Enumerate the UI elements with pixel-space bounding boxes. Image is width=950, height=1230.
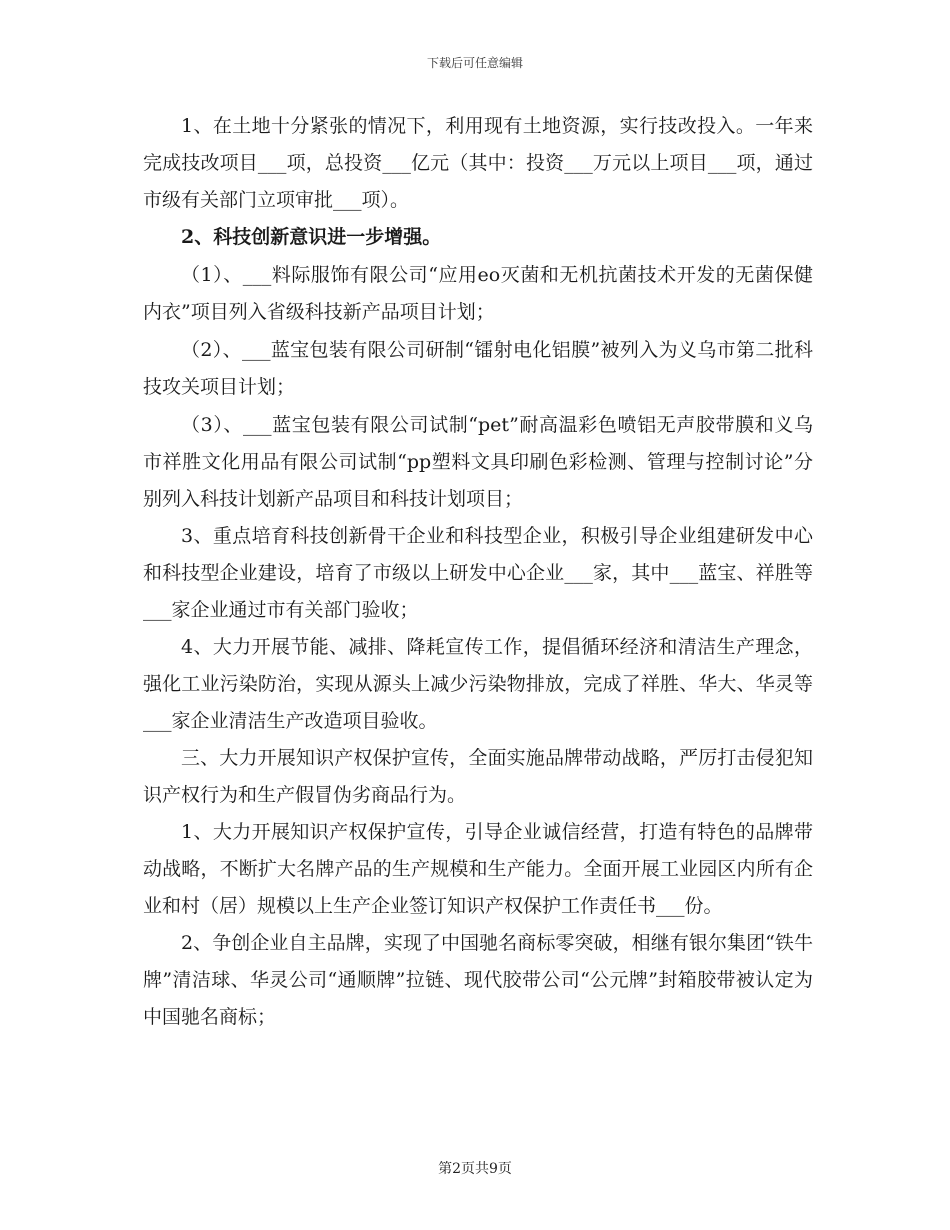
- paragraph-ip-promotion: 1、大力开展知识产权保护宣传，引导企业诚信经营，打造有特色的品牌带动战略，不断扩大名牌产品的生产规模和生产能力。全面开展工业园区内所有企业和村（居）规模以上生产企业签订知识产权保护工作责任书___份。: [143, 821, 813, 917]
- section-heading-innovation: 2、科技创新意识进一步增强。: [181, 226, 442, 248]
- paragraph-energy-saving: 4、大力开展节能、减排、降耗宣传工作，提倡循环经济和清洁生产理念，强化工业污染防治，实现从源头上减少污染物排放，完成了祥胜、华大、华灵等___家企业清洁生产改造项目验收。: [143, 636, 813, 732]
- paragraph-brands: 2、争创企业自主品牌，实现了中国驰名商标零突破，相继有银尔集团“铁牛牌”清洁球、华灵公司“通顺牌”拉链、现代胶带公司“公元牌”封箱胶带被认定为中国驰名商标；: [143, 932, 813, 1028]
- list-item-1: （1）、___料际服饰有限公司“应用eo灭菌和无机抗菌技术开发的无菌保健内衣”项目列入省级科技新产品项目计划；: [143, 264, 813, 323]
- paragraph-tech-upgrade: 1、在土地十分紧张的情况下，利用现有土地资源，实行技改投入。一年来完成技改项目___项，总投资___亿元（其中：投资___万元以上项目___项，通过市级有关部门立项审批___项）。: [143, 115, 813, 211]
- paragraph-rd-centers: 3、重点培育科技创新骨干企业和科技型企业，积极引导企业组建研发中心和科技型企业建设，培育了市级以上研发中心企业___家，其中___蓝宝、祥胜等___家企业通过市有关部门验收；: [143, 525, 813, 621]
- list-item-3: （3）、___蓝宝包装有限公司试制“pet”耐高温彩色喷铝无声胶带膜和义乌市祥胜文化用品有限公司试制“pp塑料文具印刷色彩检测、管理与控制讨论”分别列入科技计划新产品项目和科技计划项目；: [143, 414, 813, 510]
- section-heading-ip-protection: 三、大力开展知识产权保护宣传，全面实施品牌带动战略，严厉打击侵犯知识产权行为和生产假冒伪劣商品行为。: [143, 747, 813, 806]
- page-header: 下载后可任意编辑: [426, 56, 523, 70]
- page-number: 第2页共9页: [438, 1161, 512, 1177]
- list-item-2: （2）、___蓝宝包装有限公司研制“镭射电化铝膜”被列入为义乌市第二批科技攻关项目计划；: [143, 339, 813, 398]
- document-body: [143, 108, 813, 1036]
